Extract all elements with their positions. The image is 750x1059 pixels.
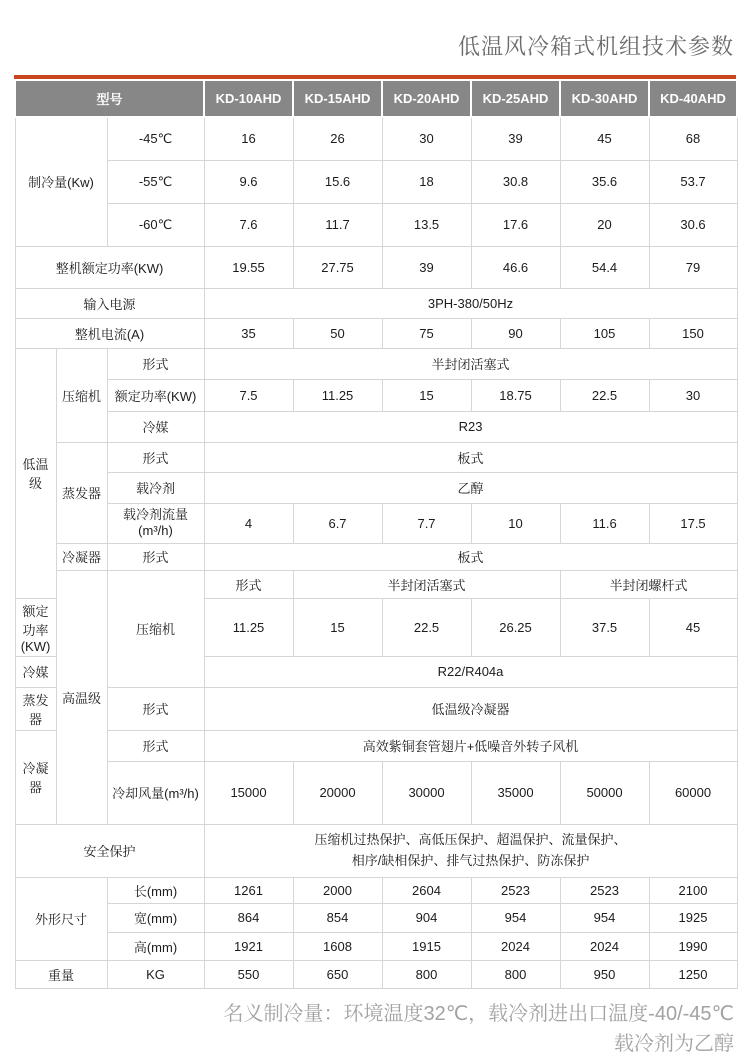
value-cell: 30 <box>649 379 737 411</box>
model-header-label: 型号 <box>15 80 204 117</box>
value-cell: 20000 <box>293 761 382 824</box>
value-cell: 30.6 <box>649 203 737 246</box>
row-label-current: 整机电流(A) <box>15 318 204 348</box>
value-cell: 2100 <box>649 877 737 903</box>
row-label-power-supply: 输入电源 <box>15 288 204 318</box>
row-label-dimensions: 外形尺寸 <box>15 877 107 960</box>
value-cell-span: 3PH-380/50Hz <box>204 288 737 318</box>
low-stage-coolant-flow-row <box>15 503 737 543</box>
value-cell: 39 <box>382 246 471 288</box>
dimension-label: 高(mm) <box>107 932 204 960</box>
value-cell: 45 <box>649 598 737 656</box>
value-cell: 50000 <box>560 761 649 824</box>
safety-row <box>15 824 737 877</box>
attr-label-type: 形式 <box>107 348 204 379</box>
value-cell-span: 低温级冷凝器 <box>204 687 737 730</box>
value-cell: 15000 <box>204 761 293 824</box>
row-label-temp: -55℃ <box>107 160 204 203</box>
value-cell: 75 <box>382 318 471 348</box>
cooling-capacity-row <box>15 203 737 246</box>
value-cell: 1261 <box>204 877 293 903</box>
power-supply-row <box>15 288 737 318</box>
value-cell-span: 乙醇 <box>204 472 737 503</box>
weight-row <box>15 960 737 988</box>
row-label-temp: -45℃ <box>107 117 204 160</box>
row-label-weight: 重量 <box>15 960 107 988</box>
model-column-header: KD-20AHD <box>382 80 471 117</box>
high-stage-compressor-type-row <box>15 570 737 598</box>
value-cell: 2523 <box>471 877 560 903</box>
value-cell: 60000 <box>649 761 737 824</box>
row-label-safety: 安全保护 <box>15 824 204 877</box>
dimension-row-length <box>15 877 737 903</box>
value-cell: 19.55 <box>204 246 293 288</box>
footnote <box>14 999 734 1059</box>
stage-label-high: 高温级 <box>56 570 107 824</box>
value-cell: 20 <box>560 203 649 246</box>
attr-label-refrigerant: 冷媒 <box>15 656 56 687</box>
attr-label-type: 形式 <box>107 442 204 472</box>
stage-label-low: 低温级 <box>15 348 56 598</box>
safety-text-line2: 相序/缺相保护、排气过热保护、防冻保护 <box>351 852 590 868</box>
value-cell-span: 半封闭活塞式 <box>204 348 737 379</box>
row-label-temp: -60℃ <box>107 203 204 246</box>
value-cell: 954 <box>471 903 560 932</box>
value-cell: 2604 <box>382 877 471 903</box>
value-cell: 1608 <box>293 932 382 960</box>
value-cell: 22.5 <box>560 379 649 411</box>
value-cell: 2024 <box>471 932 560 960</box>
value-cell: 854 <box>293 903 382 932</box>
attr-label-coolant: 载冷剂 <box>107 472 204 503</box>
model-column-header: KD-25AHD <box>471 80 560 117</box>
value-cell: 9.6 <box>204 160 293 203</box>
dimension-label: 宽(mm) <box>107 903 204 932</box>
value-cell: 550 <box>204 960 293 988</box>
value-cell: 35.6 <box>560 160 649 203</box>
value-cell: 864 <box>204 903 293 932</box>
footnote-line1: 名义制冷量：环境温度32℃，载冷剂进出口温度-40/-45℃ <box>223 1002 734 1025</box>
high-stage-condenser-airflow-row <box>15 761 737 824</box>
component-label-evaporator: 蒸发器 <box>56 442 107 543</box>
current-row <box>15 318 737 348</box>
low-stage-compressor-power-row <box>15 379 737 411</box>
attr-label-coolant-flow: 载冷剂流量(m³/h) <box>107 503 204 543</box>
value-cell-span: 板式 <box>204 442 737 472</box>
value-cell-span: 半封闭螺杆式 <box>560 570 737 598</box>
value-cell: 17.5 <box>649 503 737 543</box>
low-stage-refrigerant-row <box>15 411 737 442</box>
value-cell: 26.25 <box>471 598 560 656</box>
value-cell-span: R23 <box>204 411 737 442</box>
attr-label-type: 形式 <box>107 543 204 570</box>
value-cell: 7.6 <box>204 203 293 246</box>
page-title: 低温风冷箱式机组技术参数 <box>457 34 734 59</box>
value-cell: 2000 <box>293 877 382 903</box>
value-cell: 2024 <box>560 932 649 960</box>
component-label-condenser: 冷凝器 <box>15 730 56 824</box>
low-stage-condenser-type-row <box>15 543 737 570</box>
value-cell-span: 高效紫铜套管翅片+低噪音外转子风机 <box>204 730 737 761</box>
rated-power-row <box>15 246 737 288</box>
value-cell: 6.7 <box>293 503 382 543</box>
footnote-line2: 载冷剂为乙醇 <box>614 1032 734 1055</box>
value-cell: 68 <box>649 117 737 160</box>
value-cell: 16 <box>204 117 293 160</box>
attr-label-type: 形式 <box>107 687 204 730</box>
value-cell: 30000 <box>382 761 471 824</box>
value-cell: 45 <box>560 117 649 160</box>
value-cell: 7.7 <box>382 503 471 543</box>
value-cell: 4 <box>204 503 293 543</box>
value-cell: 79 <box>649 246 737 288</box>
value-cell: 18.75 <box>471 379 560 411</box>
value-cell: 54.4 <box>560 246 649 288</box>
value-cell: 10 <box>471 503 560 543</box>
low-stage-evaporator-type-row <box>15 442 737 472</box>
value-cell: 46.6 <box>471 246 560 288</box>
model-column-header: KD-15AHD <box>293 80 382 117</box>
value-cell: 11.6 <box>560 503 649 543</box>
value-cell: 15 <box>293 598 382 656</box>
value-cell: 1250 <box>649 960 737 988</box>
dimension-row-height <box>15 932 737 960</box>
component-label-compressor: 压缩机 <box>107 570 204 687</box>
value-cell: 35000 <box>471 761 560 824</box>
model-column-header: KD-10AHD <box>204 80 293 117</box>
dimension-label: 长(mm) <box>107 877 204 903</box>
model-column-header: KD-30AHD <box>560 80 649 117</box>
row-label-rated-power: 整机额定功率(KW) <box>15 246 204 288</box>
low-stage-coolant-row <box>15 472 737 503</box>
value-cell: 1925 <box>649 903 737 932</box>
attr-label-refrigerant: 冷媒 <box>107 411 204 442</box>
value-cell: 17.6 <box>471 203 560 246</box>
low-stage-compressor-type-row <box>15 348 737 379</box>
dimension-row-width <box>15 903 737 932</box>
value-cell: 11.25 <box>293 379 382 411</box>
value-cell: 150 <box>649 318 737 348</box>
value-cell: 904 <box>382 903 471 932</box>
component-label-evaporator: 蒸发器 <box>15 687 56 730</box>
value-cell: 22.5 <box>382 598 471 656</box>
value-cell: 950 <box>560 960 649 988</box>
value-cell: 26 <box>293 117 382 160</box>
value-cell: 11.25 <box>204 598 293 656</box>
high-stage-evaporator-type-row <box>15 687 737 730</box>
value-cell-span <box>204 824 737 877</box>
attr-label-type: 形式 <box>204 570 293 598</box>
weight-unit: KG <box>107 960 204 988</box>
cooling-capacity-row <box>15 117 737 160</box>
value-cell: 1921 <box>204 932 293 960</box>
value-cell: 11.7 <box>293 203 382 246</box>
row-label-cooling-capacity: 制冷量(Kw) <box>15 117 107 246</box>
value-cell: 35 <box>204 318 293 348</box>
value-cell: 800 <box>471 960 560 988</box>
value-cell: 15 <box>382 379 471 411</box>
high-stage-condenser-type-row <box>15 730 737 761</box>
value-cell: 30 <box>382 117 471 160</box>
value-cell: 53.7 <box>649 160 737 203</box>
value-cell: 30.8 <box>471 160 560 203</box>
cooling-capacity-row <box>15 160 737 203</box>
attr-label-power: 额定功率(KW) <box>107 379 204 411</box>
attr-label-power: 额定功率(KW) <box>15 598 56 656</box>
value-cell-span: R22/R404a <box>204 656 737 687</box>
value-cell: 18 <box>382 160 471 203</box>
value-cell: 27.75 <box>293 246 382 288</box>
value-cell: 954 <box>560 903 649 932</box>
component-label-compressor: 压缩机 <box>56 348 107 442</box>
value-cell: 800 <box>382 960 471 988</box>
value-cell: 39 <box>471 117 560 160</box>
value-cell: 1915 <box>382 932 471 960</box>
model-column-header: KD-40AHD <box>649 80 737 117</box>
value-cell: 2523 <box>560 877 649 903</box>
component-label-condenser: 冷凝器 <box>56 543 107 570</box>
value-cell-span: 半封闭活塞式 <box>293 570 560 598</box>
value-cell: 13.5 <box>382 203 471 246</box>
value-cell: 7.5 <box>204 379 293 411</box>
value-cell: 105 <box>560 318 649 348</box>
safety-text-line1: 压缩机过热保护、高低压保护、超温保护、流量保护、 <box>314 832 627 848</box>
value-cell: 650 <box>293 960 382 988</box>
header-row <box>15 80 737 117</box>
value-cell-span: 板式 <box>204 543 737 570</box>
value-cell: 37.5 <box>560 598 649 656</box>
spec-table <box>14 79 738 989</box>
attr-label-type: 形式 <box>107 730 204 761</box>
value-cell: 1990 <box>649 932 737 960</box>
value-cell: 50 <box>293 318 382 348</box>
value-cell: 90 <box>471 318 560 348</box>
value-cell: 15.6 <box>293 160 382 203</box>
attr-label-airflow: 冷却风量(m³/h) <box>107 761 204 824</box>
